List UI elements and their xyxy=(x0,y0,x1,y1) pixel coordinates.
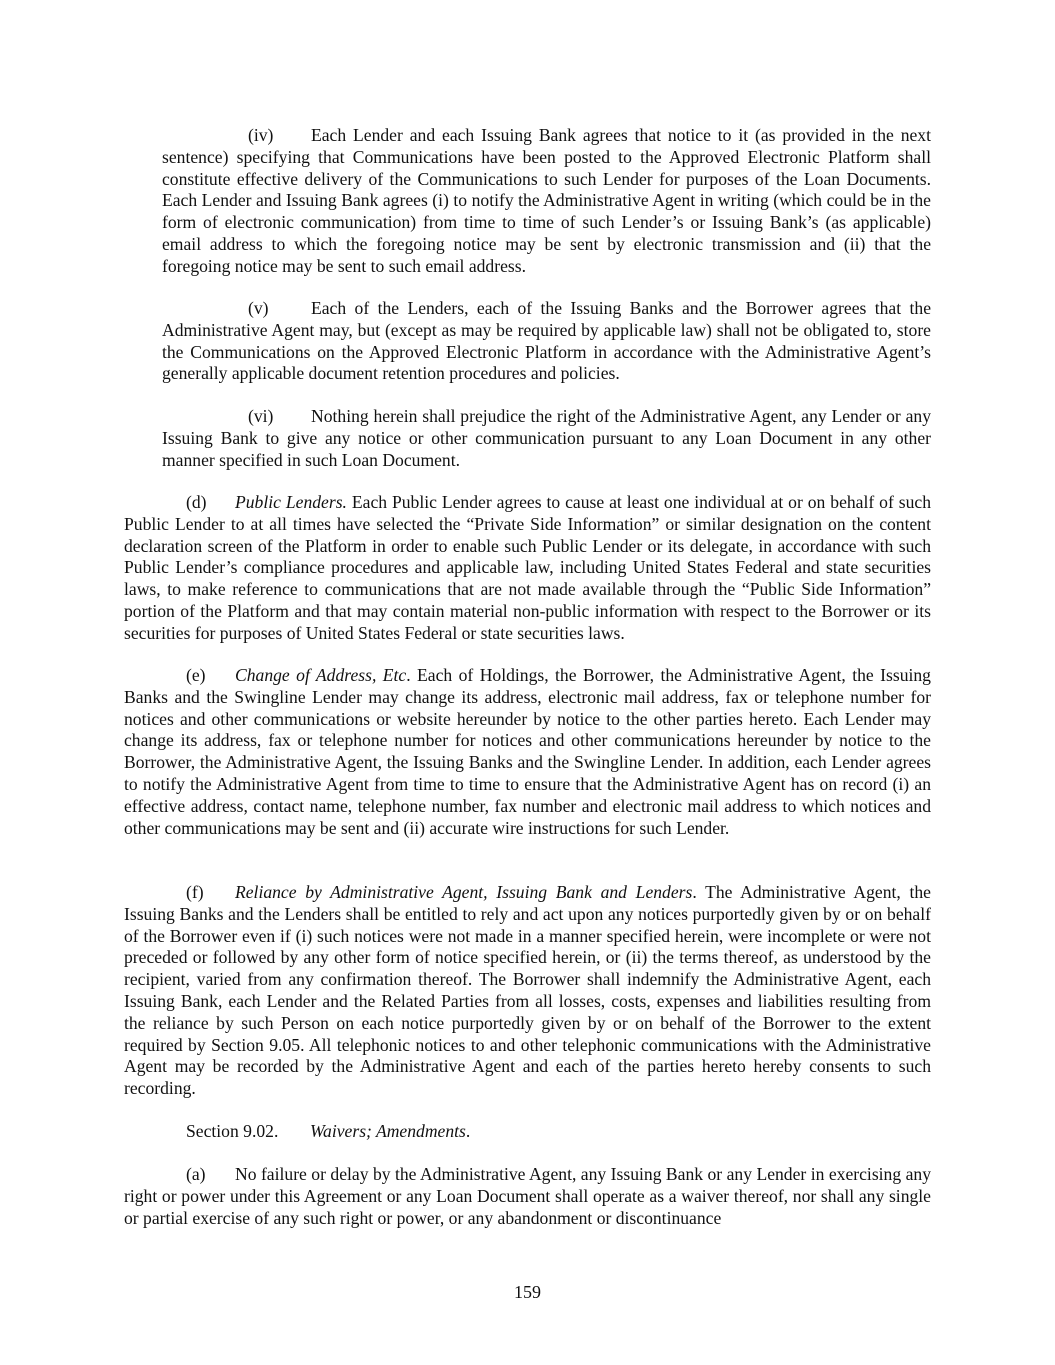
paragraph-text: . Each of Holdings, the Borrower, the Administrative Agent, the Issuing Banks and the Swingline Lender may change its address, electronic mail address, fax or telephone number for notices and other communications or website hereunder by notice to the other parties hereto. Each Lender may change its address, fax or telephone number for notices and other communications hereunder by notice to the Borrower, the Administrative Agent, the Issuing Banks and the Swingline Lender. In addition, each Lender agrees to notify the Administrative Agent from time to time to ensure that the Administrative Agent has on record (i) an effective address, contact name, telephone number, fax number and electronic mail address to which notices and other communications may be sent and (ii) accurate wire instructions for such Lender. xyxy=(124,665,931,838)
paragraph-text: Each Public Lender agrees to cause at least one individual at or on behalf of such Public Lender to at all times have selected the “Private Side Information” or similar designation on the content declaration screen of the Platform in order to enable such Public Lender or its delegate, in accordance with such Public Lender’s compliance procedures and applicable law, including United States Federal and state securities laws, to make reference to communications that are not made available through the “Public Side Information” portion of the Platform and that may contain material non-public information with respect to the Borrower or its securities for purposes of United States Federal or state securities laws. xyxy=(124,492,931,643)
paragraph-label: (vi) xyxy=(248,406,274,426)
section-number: Section 9.02. xyxy=(186,1121,279,1141)
paragraph-text: Each of the Lenders, each of the Issuing Banks and the Borrower agrees that the Administrative Agent may, but (except as may be required by applicable law) shall not be obligated to, store the Communications on the Approved Electronic Platform in accordance with the Administrative Agent’s generally applicable document retention procedures and policies. xyxy=(162,298,931,384)
paragraph-text: Each Lender and each Issuing Bank agrees that notice to it (as provided in the next sentence) specifying that Communications have been posted to the Approved Electronic Platform shall constitute effective delivery of the Communications to such Lender for purposes of the Loan Documents. Each Lender and Issuing Bank agrees (i) to notify the Administrative Agent in writing (which could be in the form of electronic communication) from time to time of such Lender’s or Issuing Bank’s (as applicable) email address to which the foregoing notice may be sent by electronic transmission and (ii) that the foregoing notice may be sent to such email address. xyxy=(162,125,931,276)
section-title-punctuation: . xyxy=(465,1121,471,1141)
paragraph-label: (a) xyxy=(186,1164,206,1184)
paragraph-e xyxy=(124,665,931,839)
paragraph-label: (iv) xyxy=(248,125,274,145)
paragraph-text: Nothing herein shall prejudice the right of the Administrative Agent, any Lender or any Issuing Bank to give any notice or other communication pursuant to any Loan Document in any other manner specified in such Loan Document. xyxy=(162,406,931,470)
section-heading xyxy=(124,1121,931,1143)
paragraph-label: (v) xyxy=(248,298,269,318)
paragraph-heading: Public Lenders. xyxy=(235,492,347,512)
paragraph-heading: Reliance by Administrative Agent, Issuing Bank and Lenders xyxy=(235,882,693,902)
paragraph-heading: Change of Address, Etc xyxy=(235,665,407,685)
page-number: 159 xyxy=(514,1282,541,1302)
paragraph-a xyxy=(124,1164,931,1229)
paragraph-text: . The Administrative Agent, the Issuing Banks and the Lenders shall be entitled to rely and act upon any notices purportedly given by or on behalf of the Borrower even if (i) such notices were not made in a manner specified herein, were incomplete or were not preceded or followed by any other form of notice specified herein, or (ii) the terms thereof, as understood by the recipient, varied from any confirmation thereof. The Borrower shall indemnify the Administrative Agent, each Issuing Bank, each Lender and the Related Parties from all losses, costs, expenses and liabilities resulting from the reliance by such Person on each notice purportedly given by or on behalf of the Borrower to the extent required by Section 9.05. All telephonic notices to and other telephonic communications with the Administrative Agent may be recorded by the Administrative Agent and each of the parties hereto hereby consents to such recording. xyxy=(124,882,931,1099)
section-title: Waivers; Amendments xyxy=(310,1121,466,1141)
paragraph-f xyxy=(124,882,931,1100)
paragraph-d xyxy=(124,492,931,645)
paragraph-iv xyxy=(162,125,931,278)
paragraph-vi xyxy=(162,406,931,471)
paragraph-text: No failure or delay by the Administrative Agent, any Issuing Bank or any Lender in exercising any right or power under this Agreement or any Loan Document shall operate as a waiver thereof, nor shall any single or partial exercise of any such right or power, or any abandonment or discontinuance xyxy=(124,1164,931,1228)
paragraph-v xyxy=(162,298,931,385)
paragraph-label: (d) xyxy=(186,492,207,512)
paragraph-label: (e) xyxy=(186,665,206,685)
paragraph-label: (f) xyxy=(186,882,204,902)
